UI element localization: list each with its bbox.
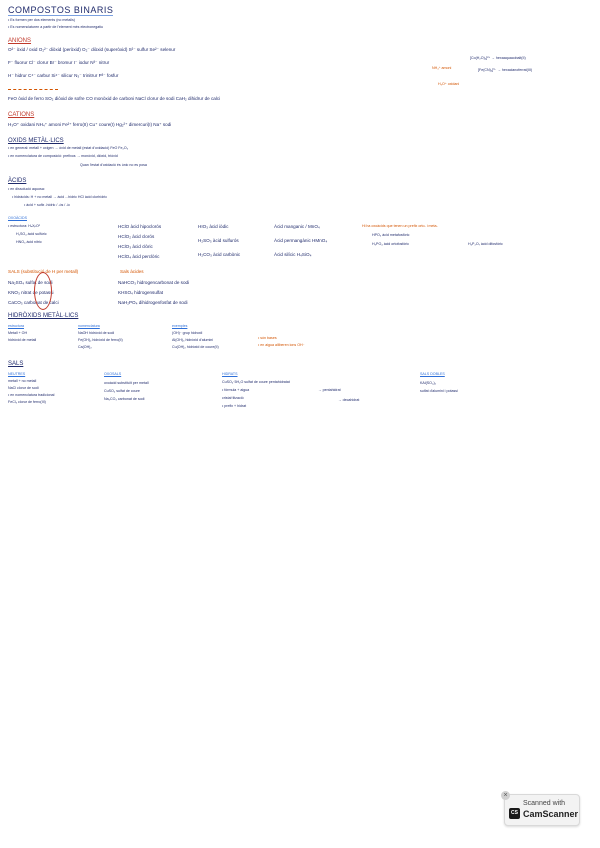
acids-line-1: • en dissolució aquosa: [8,187,45,191]
anions-side-note: [Co(H₂O)₆]²⁺ → hexaaquacobalt(II) [470,56,526,60]
sals-neutres-4: FeCl₃ clorur de ferro(III) [8,400,46,404]
page-title: COMPOSTOS BINARIS [8,5,114,15]
hidroxids-sub-3: exemples [172,324,188,328]
acids-right-2: H₃PO₄ àcid ortofosfòric [372,242,410,246]
close-icon[interactable]: × [501,791,510,800]
oxoacids-line-3: HNO₃ àcid nítric [16,240,42,244]
examples-row: FeO òxid de ferro SO₂ diòxid de sofre CO monòxid de carboni NaCl clorur de sodi CaH₂ dihidrur de calci [8,96,221,101]
sals-hidrats-b2: → decahidrat [338,398,360,402]
hidroxids-orange-1: • són bases [258,336,277,340]
acids-col3-1: HIO₃ àcid iòdic [198,224,229,229]
hidroxids-col1-2: hidròxid de metall [8,338,37,342]
anions-divider [8,89,58,90]
acids-col3-2: H₂SO₃ àcid sulfurós [198,238,239,243]
sals-h-heading: SALS (substitució de H per metall) [8,269,79,274]
camscanner-logo-icon: CS [509,808,520,819]
anions-orange-note-2: H₃O⁺ oxidani [438,82,460,86]
acids-col3-3: H₂CO₃ àcid carbònic [198,252,241,257]
acids-col2-3: HClO₃ àcid clòric [118,244,153,249]
anions-side-note-2: [Fe(CN)₆]³⁻ → hexacianoferrat(III) [478,68,533,72]
acids-right-1: HPO₃ àcid metafosfòric [372,233,410,237]
sals-h-right-1: NaHCO₃ hidrogencarbonat de sodi [118,280,190,285]
sals-neutres-1: metall + no metall [8,379,37,383]
hidroxids-heading: HIDRÒXIDS METÀL·LICS [8,313,79,319]
acids-col2-1: HClO àcid hipoclorós [118,224,162,229]
sals-oxosals-1: oxoàcid substituït per metall [104,381,149,385]
sals-hidrats-3: cristal·lització [222,396,244,400]
hidroxids-sub-1: estructura [8,324,24,328]
hidroxids-col3-3: Cu(OH)₂ hidròxid de coure(II) [172,345,219,349]
sals-h-line-1: Na₂SO₄ sulfat de sodi [8,280,53,285]
sals-neutres-3: • en nomenclatura tradicional [8,393,55,397]
intro-line-1: • Es formen per dos elements (no metalls) [8,18,75,22]
sals-dobles-2: sulfat d'alumini i potassi [420,389,458,393]
acids-col4-3: Àcid silícic H₄SiO₄ [274,252,312,257]
sals-hidrats-1: CuSO₄·5H₂O sulfat de coure pentahidratat [222,380,290,384]
hidroxids-col3-1: (OH)⁻ grup hidroxil [172,331,203,335]
oxids-line-1: • en general: metall + oxigen → òxid de metall (estat d'oxidació) FeO Fe₂O₃ [8,146,129,150]
sals-neutres-heading: NEUTRES [8,372,26,376]
sals-hidrats-2: • fórmula + aigua [222,388,250,392]
hidroxids-col3-2: Al(OH)₃ hidròxid d'alumini [172,338,214,342]
oxids-note: Quan l'estat d'oxidació és únic no es posa [80,163,147,167]
hidroxids-col1-1: Metall + OH [8,331,28,335]
sals-dobles-heading: SALS DOBLES [420,372,445,376]
intro-line-2: • Es nomenclaturen a partir de l'element més electronegatiu [8,25,104,29]
acids-col2-4: HClO₄ àcid perclòric [118,254,160,259]
acids-line-2: • hidràcids: H + no metall → àcid ...hídric HCl àcid clorhídric [12,195,108,199]
sals-oxosals-heading: OXOSALS [104,372,122,376]
camscanner-badge[interactable] [504,794,580,826]
anions-orange-note: NH₄⁺ amoni [432,66,452,70]
oxids-line-2: • en nomenclatura de composició: prefixos → monòxid, diòxid, triòxid [8,154,118,158]
hidroxids-col2-1: NaOH hidròxid de sodi [78,331,115,335]
sals-oxosals-3: Na₂CO₃ carbonat de sodi [104,397,145,401]
hidroxids-sub-2: nomenclatura [78,324,100,328]
sals-hidrats-4: • prefix + hidrat [222,404,247,408]
sals-h-line-3: CaCO₃ carbonat de calci [8,300,59,305]
acids-col4-2: Àcid permangànic HMnO₄ [274,238,328,243]
sals-h-line-2: KNO₃ nitrat de potassi [8,290,54,295]
acids-line-3: • àcid + sufix -hídric / -ós / -ic [24,203,71,207]
cations-heading: CATIONS [8,112,35,118]
acids-heading: ÀCIDS [8,178,27,184]
highlight-circle [34,272,52,310]
oxoacids-line-2: H₂SO₄ àcid sulfúric [16,232,47,236]
sals-h-right-heading: Sals àcides [120,269,144,274]
sals-oxosals-2: CuSO₄ sulfat de coure [104,389,140,393]
oxids-heading: OXIDS METÀL·LICS [8,138,64,144]
hidroxids-orange-2: • en aigua alliberen ions OH⁻ [258,343,305,347]
anions-row-2: F⁻ fluorur Cl⁻ clorur Br⁻ bromur I⁻ iodur N³⁻ nitrur [8,60,110,65]
sals-dobles-1: KAl(SO₄)₂ [420,381,437,385]
anions-row-1: O²⁻ òxid / oxid O₂²⁻ diòxid (peròxid) O₂⁻ diòxid (superòxid) S²⁻ sulfur Se²⁻ selenur [8,47,176,52]
acids-orange-note: Hi ha oxoàcids que tenen un prefix orto- i meta- [362,224,438,228]
oxoacids-line-1: • estructura: HₐXᵦOᶜ [8,224,41,228]
camscanner-label: CamScanner [523,809,579,819]
acids-col4-1: Àcid manganic / MnO₄ [274,224,320,229]
acids-col2-2: HClO₂ àcid clorós [118,234,155,239]
sals-hidrats-heading: HIDRATS [222,372,238,376]
sals-h-right-3: NaH₂PO₄ dihidrogenfosfat de sodi [118,300,188,305]
scanned-with-label: Scanned with [523,800,566,807]
acids-right-3: H₄P₂O₇ àcid difosfòric [468,242,503,246]
anions-heading: ANIONS [8,38,32,44]
sals-hidrats-b1: → pentahidrat [318,388,341,392]
hidroxids-col2-3: Ca(OH)₂ [78,345,92,349]
sals-heading: SALS [8,361,24,367]
sals-h-right-2: KHSO₄ hidrogensulfat [118,290,164,295]
sals-neutres-2: NaCl clorur de sodi [8,386,39,390]
cations-row: H₃O⁺ oxidani NH₄⁺ amoni Fe²⁺ ferro(II) Cu⁺ coure(I) Hg₂²⁺ dimercuri(I) Na⁺ sodi [8,122,172,127]
oxoacids-heading: OXOÀCIDS [8,216,27,220]
hidroxids-col2-2: Fe(OH)₂ hidròxid de ferro(II) [78,338,123,342]
anions-row-3: H⁻ hidrur C⁴⁻ carbur Si⁴⁻ silicur N₃⁻ trinitrur P³⁻ fosfur [8,73,119,78]
